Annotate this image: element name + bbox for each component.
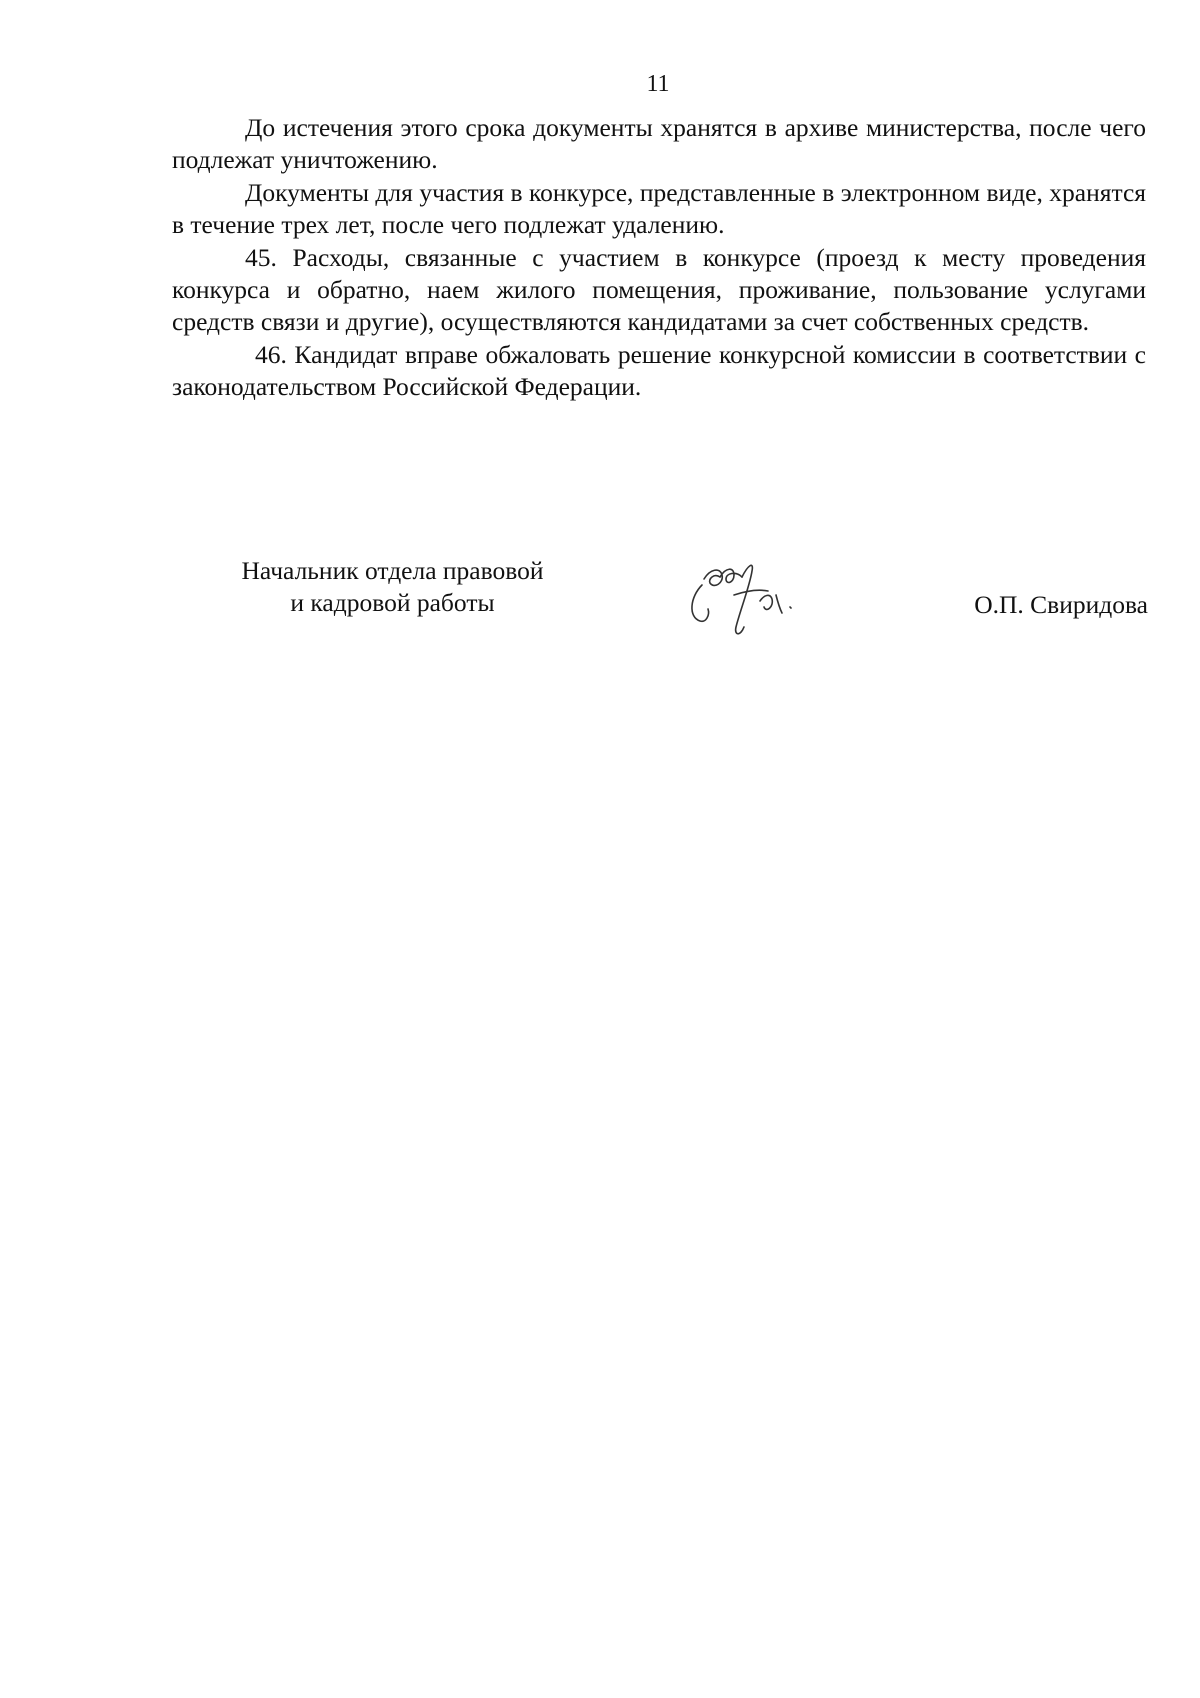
paragraph-item-46-appeal: 46. Кандидат вправе обжаловать решение конкурсной комиссии в соответствии с законодательством Российской Федерации. xyxy=(172,339,1146,402)
signer-position-line-2: и кадровой работы xyxy=(290,588,495,618)
paragraph-electronic-documents: Документы для участия в конкурсе, представленные в электронном виде, хранятся в течение трех лет, после чего подлежат удалению. xyxy=(172,177,1146,240)
signature-block xyxy=(0,555,1200,645)
handwritten-signature xyxy=(680,555,810,645)
paragraph-archive-retention: До истечения этого срока документы хранятся в архиве министерства, после чего подлежат уничтожению. xyxy=(172,113,1146,175)
page-number: 11 xyxy=(646,71,670,97)
signer-position xyxy=(210,555,575,620)
paragraph-item-45-expenses: 45. Расходы, связанные с участием в конкурсе (проезд к месту проведения конкурса и обратно, наем жилого помещения, проживание, пользование услугами средств связи и другие), осуществляются кандидатами за счет собственных средств. xyxy=(172,242,1146,337)
signer-name: О.П. Свиридова xyxy=(974,590,1148,619)
signer-position-line-1: Начальник отдела правовой xyxy=(241,556,544,585)
document-body xyxy=(172,112,1146,404)
